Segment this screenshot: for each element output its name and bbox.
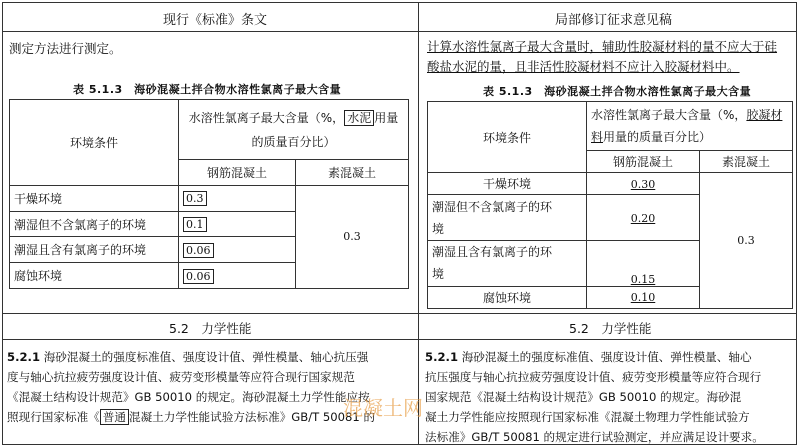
left-section-title: 5.2 力学性能 <box>169 321 252 336</box>
table-row: 潮湿但不含氯离子的环境 0.1 <box>10 211 409 237</box>
right-value-corrosive: 0.10 <box>630 291 656 305</box>
section-divider-top <box>3 313 796 314</box>
table-row: 腐蚀环境 0.10 <box>428 286 793 308</box>
comparison-table <box>2 2 797 445</box>
right-column-title: 局部修订征求意见稿 <box>555 13 673 28</box>
right-col-max: 水溶性氯离子最大含量（%，胶凝材 料用量的质量百分比） <box>587 102 793 151</box>
right-intro-line-2: 酸盐水泥的量，且非活性胶凝材料不应计入胶凝材料中。 <box>427 59 740 74</box>
table-row: 腐蚀环境 0.06 <box>10 263 409 289</box>
table-row: 潮湿且含有氯离子的环 境 0.15 <box>428 240 793 286</box>
table-row: 潮湿且含有氯离子的环境 0.06 <box>10 237 409 263</box>
right-section-title: 5.2 力学性能 <box>569 321 652 336</box>
left-col-plain: 素混凝土 <box>296 160 409 186</box>
right-chloride-table <box>427 101 793 309</box>
boxed-cement: 水泥 <box>344 110 374 126</box>
left-value-humid-cl: 0.06 <box>183 243 214 258</box>
left-col-env: 环境条件 <box>10 100 179 186</box>
right-table-caption: 表 5.1.3 海砂混凝土拌合物水溶性氯离子最大含量 <box>483 85 752 98</box>
right-col-rc: 钢筋混凝土 <box>587 150 700 172</box>
left-clause-paragraph: 5.2.1 海砂混凝土的强度标准值、强度设计值、弹性模量、轴心抗压强 度与轴心抗拉疲劳强度设计值、疲劳变形模量等应符合现行国家规范 《混凝土结构设计规范》GB 50010 的规定。海砂混凝土力学性能应按 照现行国家标准《 普通 混凝土力学性能试验方法标准》GB/T 50081 的 <box>7 350 376 424</box>
right-col-plain: 素混凝土 <box>700 150 793 172</box>
right-intro-line-1: 计算水溶性氯离子最大含量时，辅助性胶凝材料的量不应大于硅 <box>427 39 778 54</box>
header-divider <box>3 31 796 32</box>
right-value-dry: 0.30 <box>630 177 656 191</box>
table-row: 干燥环境 0.30 0.3 <box>428 173 793 195</box>
boxed-ordinary: 普通 <box>100 409 129 425</box>
left-column-title: 现行《标准》条文 <box>163 13 268 28</box>
table-row: 潮湿但不含氯离子的环 境 0.20 <box>428 195 793 241</box>
left-chloride-table <box>9 99 409 289</box>
column-divider <box>418 3 419 444</box>
left-plain-value: 0.3 <box>296 185 409 288</box>
right-value-humid-cl: 0.15 <box>630 272 656 286</box>
right-value-humid-no-cl: 0.20 <box>630 211 656 225</box>
left-table-caption: 表 5.1.3 海砂混凝土拌合物水溶性氯离子最大含量 <box>73 83 342 96</box>
table-row: 干燥环境 0.3 0.3 <box>10 185 409 211</box>
section-divider-bottom <box>3 339 796 340</box>
left-col-max: 水溶性氯离子最大含量（%， 水泥 用量 的质量百分比） <box>179 100 409 160</box>
left-intro-text: 测定方法进行测定。 <box>9 41 122 56</box>
left-col-rc: 钢筋混凝土 <box>179 160 296 186</box>
left-value-dry: 0.3 <box>183 191 207 206</box>
right-clause-paragraph: 5.2.1 海砂混凝土的强度标准值、强度设计值、弹性模量、轴心 抗压强度与轴心抗拉疲劳强度设计值、疲劳变形模量等应符合现行 国家规范《混凝土结构设计规范》GB 50010 的规定。海砂混 凝土力学性能应按照现行国家标准《混凝土物理力学性能试验方 法标准》GB/T 50081 的规定进行试验测定，并应满足设计要求。 <box>425 350 764 444</box>
right-col-env: 环境条件 <box>428 102 587 173</box>
left-value-corrosive: 0.06 <box>183 269 214 284</box>
watermark: 混凝土网 <box>343 396 423 420</box>
left-value-humid-no-cl: 0.1 <box>183 217 207 232</box>
right-plain-value: 0.3 <box>700 173 793 309</box>
